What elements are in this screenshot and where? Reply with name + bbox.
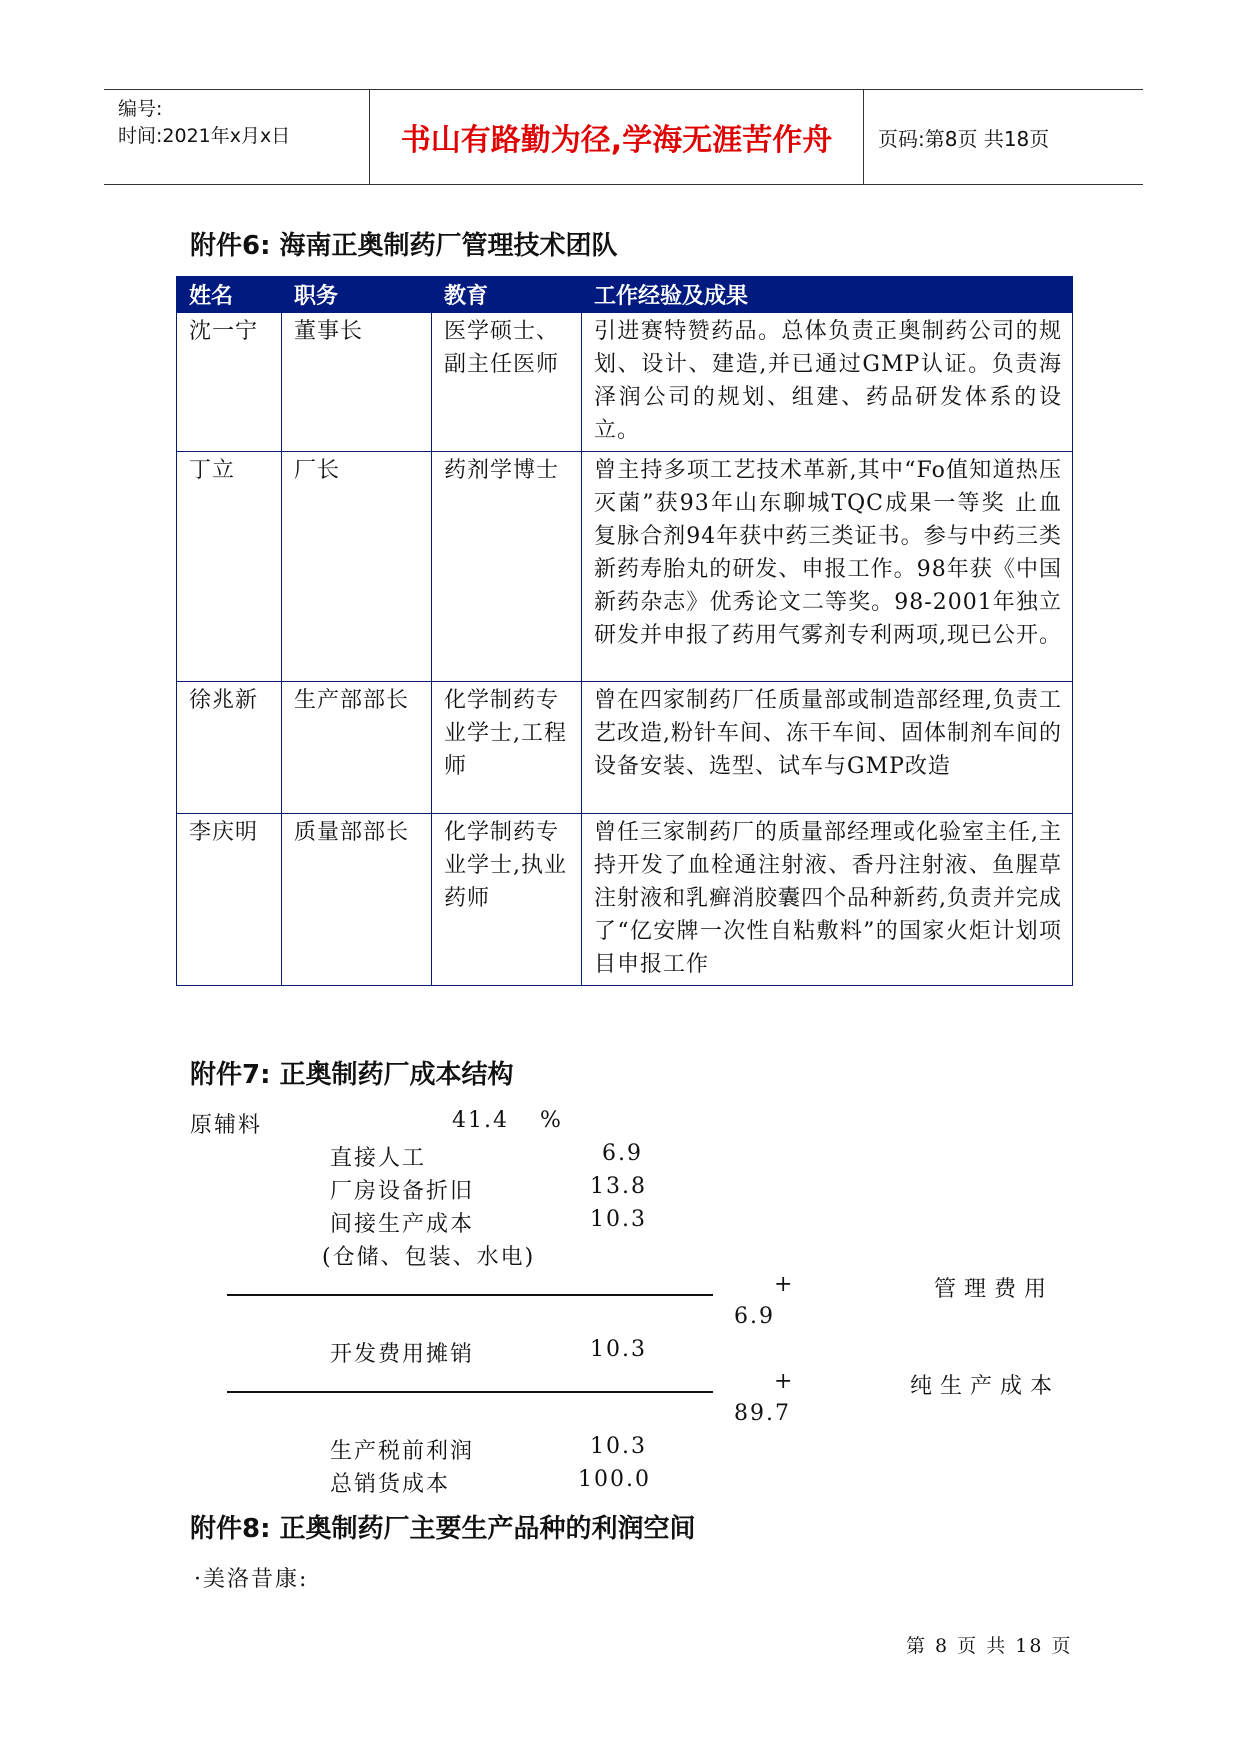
- plus-sign: +: [774, 1369, 795, 1394]
- cell-education: 医学硕士、副主任医师: [432, 313, 582, 452]
- page-header: [104, 89, 1143, 185]
- cell-name: 徐兆新: [177, 682, 282, 814]
- section7-title: 附件7: 正奥制药厂成本结构: [190, 1060, 514, 1090]
- cost-item-label: 直接人工: [330, 1146, 427, 1171]
- cost-item-label: 间接生产成本: [330, 1212, 475, 1237]
- time-label: 时间:2021年x月x日: [118, 125, 291, 147]
- profit-value: 10.3: [590, 1434, 647, 1459]
- cell-experience: 曾主持多项工艺技术革新,其中“Fo值知道热压灭菌”获93年山东聊城TQC成果一等奖 止血复脉合剂94年获中药三类证书。参与中药三类新药寿胎丸的研发、申报工作。98年获《中国新药杂志》优秀论文二等奖。98-2001年独立研发并申报了药用气雾剂专利两项,现已公开。: [582, 452, 1073, 682]
- cell-experience: 曾在四家制药厂任质量部或制造部经理,负责工艺改造,粉针车间、冻干车间、固体制剂车间的设备安装、选型、试车与GMP改造: [582, 682, 1073, 814]
- section8-title: 附件8: 正奥制药厂主要生产品种的利润空间: [190, 1514, 696, 1544]
- page-footer: 第 8 页 共 18 页: [906, 1635, 1073, 1657]
- col-header-education: 教育: [432, 277, 582, 313]
- cell-position: 厂长: [282, 452, 432, 682]
- sum-rule: [227, 1391, 713, 1393]
- raw-material-value: 41.4: [452, 1108, 509, 1133]
- cell-experience: 曾任三家制药厂的质量部经理或化验室主任,主持开发了血栓通注射液、香丹注射液、鱼腥草注射液和乳癣消胶囊四个品种新药,负责并完成了“亿安牌一次性自粘敷料”的国家火炬计划项目申报工作: [582, 814, 1073, 986]
- total-label: 总销货成本: [330, 1472, 451, 1497]
- cell-education: 化学制药专业学士,执业药师: [432, 814, 582, 986]
- col-header-position: 职务: [282, 277, 432, 313]
- col-header-experience: 工作经验及成果: [582, 277, 1073, 313]
- mgmt-label: 管理费用: [934, 1277, 1055, 1302]
- table-row: [177, 313, 1073, 452]
- header-meta: [104, 90, 370, 184]
- pure-cost-label: 纯生产成本: [910, 1374, 1061, 1399]
- table-row: [177, 814, 1073, 986]
- cell-position: 质量部部长: [282, 814, 432, 986]
- team-table: [176, 276, 1073, 986]
- team-table-header: [177, 277, 1073, 313]
- indirect-note: (仓储、包装、水电): [322, 1245, 536, 1270]
- profit-label: 生产税前利润: [330, 1439, 475, 1464]
- cost-item-value: 10.3: [590, 1207, 647, 1232]
- mgmt-value: 6.9: [734, 1304, 775, 1329]
- table-row: [177, 682, 1073, 814]
- cell-position: 生产部部长: [282, 682, 432, 814]
- cell-name: 丁立: [177, 452, 282, 682]
- cell-education: 药剂学博士: [432, 452, 582, 682]
- section6-title: 附件6: 海南正奥制药厂管理技术团队: [190, 231, 618, 261]
- cell-position: 董事长: [282, 313, 432, 452]
- header-page-label: 页码:第8页 共18页: [878, 126, 1050, 151]
- cell-name: 李庆明: [177, 814, 282, 986]
- product-item: ·美洛昔康:: [194, 1567, 309, 1592]
- table-row: [177, 452, 1073, 682]
- number-label: 编号:: [118, 98, 163, 120]
- header-motto: 书山有路勤为径,学海无涯苦作舟: [370, 90, 864, 184]
- cost-item-value: 6.9: [602, 1141, 643, 1166]
- cell-name: 沈一宁: [177, 313, 282, 452]
- cell-education: 化学制药专业学士,工程师: [432, 682, 582, 814]
- pure-cost-value: 89.7: [734, 1401, 791, 1426]
- raw-material-label: 原辅料: [190, 1113, 263, 1138]
- plus-sign: +: [774, 1272, 795, 1297]
- cell-experience: 引进赛特赞药品。总体负责正奥制药公司的规划、设计、建造,并已通过GMP认证。负责海泽润公司的规划、组建、药品研发体系的设立。: [582, 313, 1073, 452]
- sum-rule: [227, 1294, 713, 1296]
- cost-item-label: 厂房设备折旧: [330, 1179, 475, 1204]
- dev-value: 10.3: [590, 1337, 647, 1362]
- dev-label: 开发费用摊销: [330, 1342, 475, 1367]
- col-header-name: 姓名: [177, 277, 282, 313]
- percent-sign: %: [540, 1108, 563, 1133]
- cost-item-value: 13.8: [590, 1174, 647, 1199]
- total-value: 100.0: [578, 1467, 651, 1492]
